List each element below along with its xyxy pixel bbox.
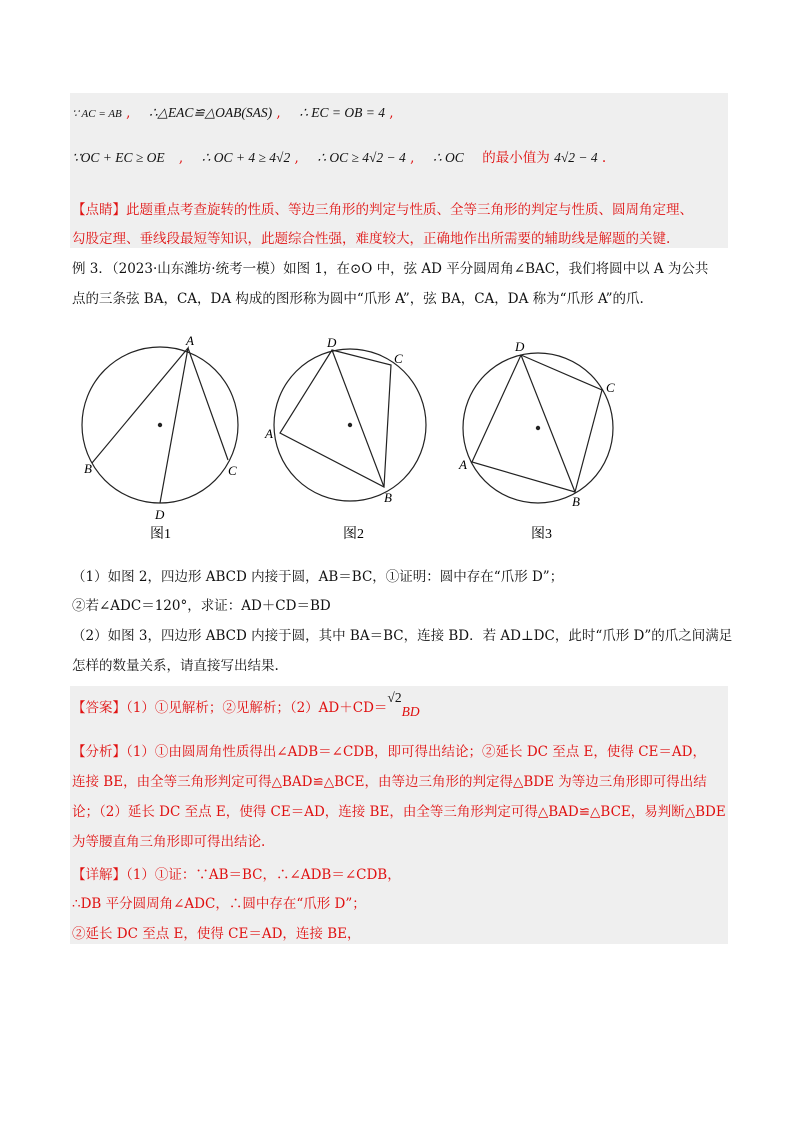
fig3-label-b: B (572, 494, 580, 509)
fig1-center (158, 423, 162, 427)
top-line-2: ∵OC + EC ≥ OE , ∴ OC + 4 ≥ 4√2 , ∴ OC ≥ 4√2 − 4 , ∴ OC 的最小值为 4√2 − 4 . (72, 150, 607, 166)
analysis-line-2: 连接 BE，由全等三角形判定可得△BAD≌△BCE，由等边三角形的判定得△BDE 为等边三角形即可得出结 (72, 774, 707, 790)
fig2-caption: 图2 (343, 527, 364, 542)
detail-tag: 【详解】 (72, 867, 126, 883)
fig3-quad (472, 355, 602, 492)
fig2-diagonal-bd (332, 350, 384, 487)
question-2b: 怎样的数量关系，请直接写出结果. (72, 658, 279, 674)
formula-oc: ∴ OC (432, 150, 464, 165)
fig1-claw (92, 348, 188, 503)
analysis-line-1: 【分析】（1）①由圆周角性质得出∠ADB＝∠CDB，即可得出结论；②延长 DC 至点 E，使得 CE＝AD， (72, 744, 706, 760)
fig1-caption: 图1 (150, 527, 171, 542)
detail-line-1: 【详解】（1）①证：∵AB＝BC，∴∠ADB＝∠CDB， (72, 867, 401, 883)
analysis-tag: 【分析】 (72, 744, 126, 760)
top-line-1: ∵ AC = AB , ∴△EAC≌△OAB(SAS) , ∴ EC = OB = 4 , (72, 105, 394, 121)
analysis-line-3: 论；（2）延长 DC 至点 E，使得 CE＝AD，连接 BE，由全等三角形判定可得△BAD≌△BCE，易判断△BDE (72, 804, 726, 820)
formula-oc-plus-4: ∴ OC + 4 ≥ 4√2 (201, 150, 291, 165)
question-1b: ②若∠ADC＝120°，求证：AD＋CD＝BD (72, 598, 331, 614)
comment-line-1: 【点睛】此题重点考查旋转的性质、等边三角形的判定与性质、全等三角形的判定与性质、圆周角定理、 (72, 202, 693, 218)
fig3-center (536, 426, 540, 430)
fig3-caption: 图3 (531, 527, 552, 542)
answer-tag: 【答案】 (72, 700, 126, 716)
fig1-label-c: C (228, 463, 237, 478)
figures (0, 325, 800, 555)
analysis-line-4: 为等腰直角三角形即可得出结论. (72, 834, 266, 850)
detail-line-2: ∴DB 平分圆周角∠ADC，∴圆中存在“爪形 D”； (72, 896, 366, 912)
fig2-center (348, 423, 352, 427)
fig1-chord-ac (188, 348, 228, 460)
fig3-label-a: A (459, 457, 467, 472)
fig1-label-b: B (84, 461, 92, 476)
formula-congruence: ∴△EAC≌△OAB(SAS) (148, 105, 273, 120)
fig1-label-d: D (155, 507, 165, 522)
fig3-label-c: C (606, 380, 615, 395)
example-line-1: 例 3．（2023·山东潍坊·统考一模）如图 1，在⊙O 中，弦 AD 平分圆周角∠BAC，我们将圆中以 A 为公共 (72, 261, 709, 277)
question-1a: （1）如图 2，四边形 ABCD 内接于圆，AB＝BC，①证明：圆中存在“爪形 D”； (72, 569, 564, 585)
comment-line-2: 勾股定理、垂线段最短等知识，此题综合性强，难度较大，正确地作出所需要的辅助线是解题的关键. (72, 231, 671, 247)
fig2-label-b: B (384, 490, 392, 505)
formula-oc-ec: ∵OC + EC ≥ OE (72, 150, 165, 165)
fig2-label-c: C (394, 351, 403, 366)
example-line-2: 点的三条弦 BA，CA，DA 构成的图形称为圆中“爪形 A”，弦 BA，CA，DA 称为“爪形 A”的爪. (72, 291, 644, 307)
formula-min-value: 4√2 − 4 (554, 150, 598, 165)
question-2a: （2）如图 3，四边形 ABCD 内接于圆，其中 BA＝BC，连接 BD．若 AD⊥DC，此时“爪形 D”的爪之间满足 (72, 628, 733, 644)
comment-tag: 【点睛】 (72, 202, 126, 218)
min-value-label: 的最小值为 (482, 150, 550, 166)
fig2-label-a: A (265, 426, 273, 441)
detail-line-3: ②延长 DC 至点 E，使得 CE＝AD，连接 BE， (72, 926, 361, 942)
fig3-label-d: D (515, 339, 525, 354)
fig3-diagonal-bd (521, 355, 575, 492)
fig1-label-a: A (186, 333, 194, 348)
fig2-label-d: D (327, 335, 337, 350)
formula-oc-ge: ∴ OC ≥ 4√2 − 4 (317, 150, 406, 165)
formula-ac-ab: ∵ AC = AB (72, 108, 122, 120)
formula-ec-ob: ∴ EC = OB = 4 (299, 105, 385, 120)
answer-sqrt: √2 (387, 690, 402, 705)
answer-line: 【答案】（1）①见解析；②见解析；（2）AD＋CD＝√2BD (72, 690, 420, 719)
